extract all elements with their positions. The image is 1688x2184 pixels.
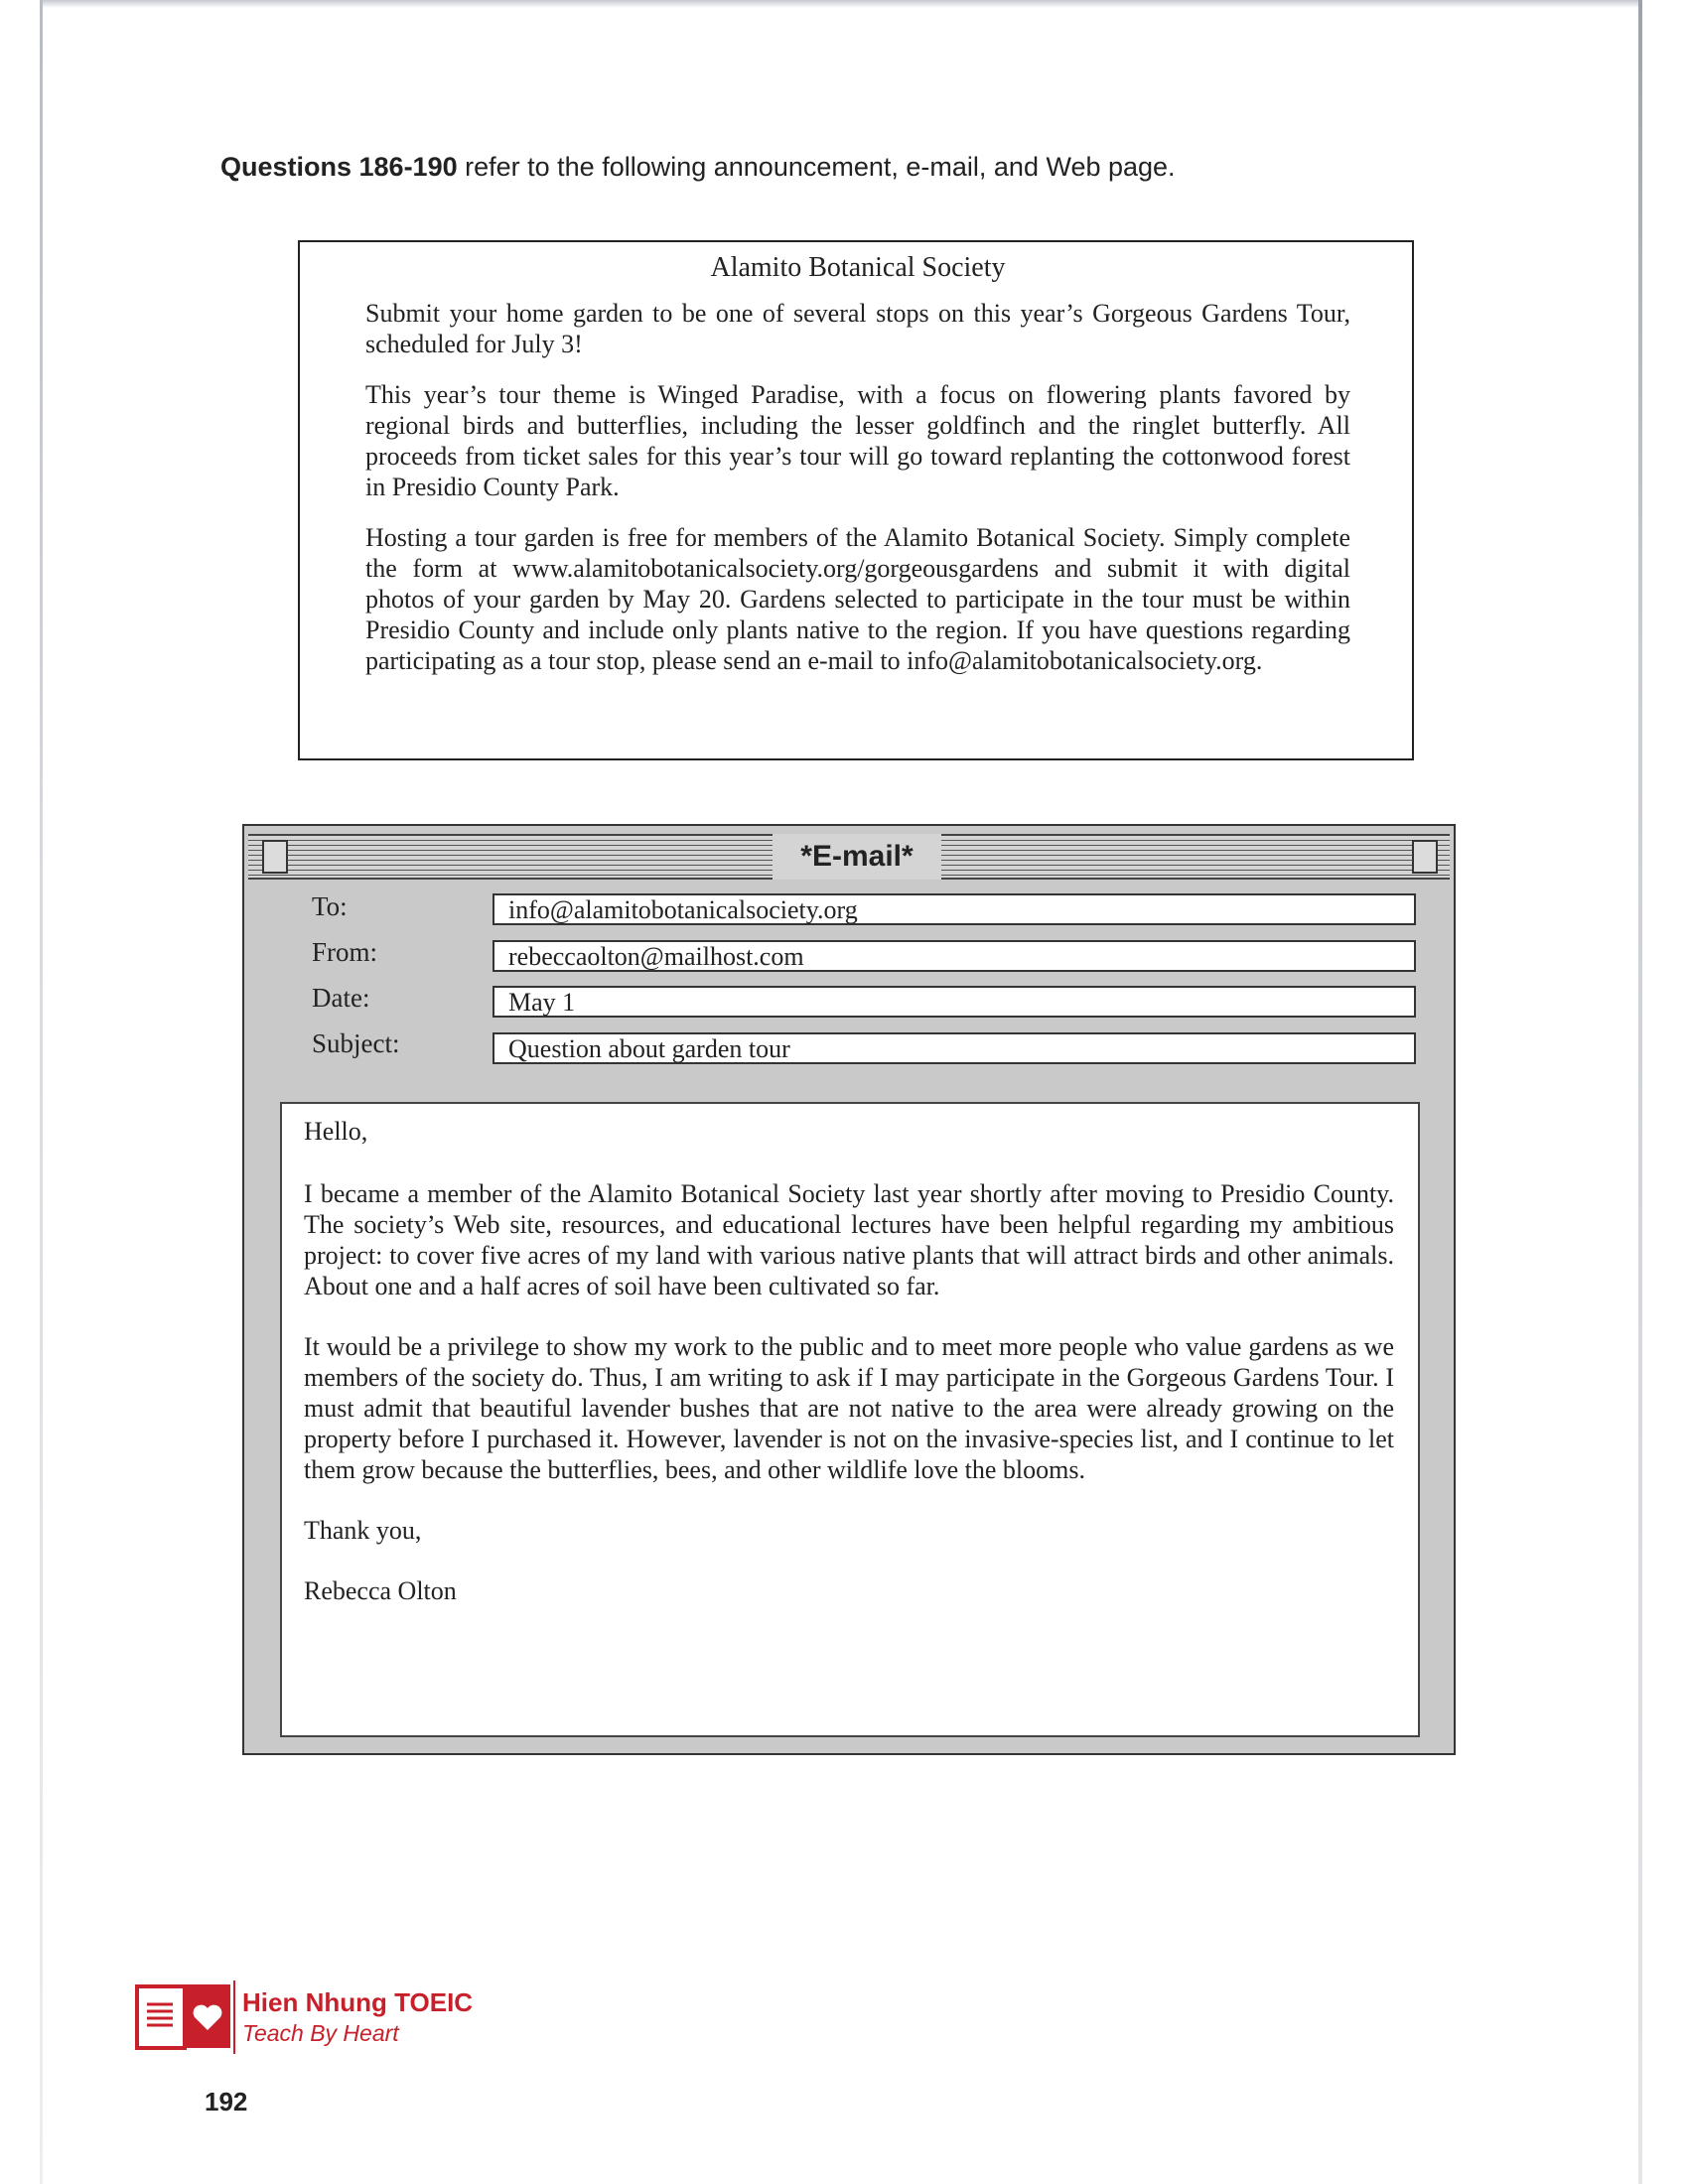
announcement-paragraph: Hosting a tour garden is free for members of the Alamito Botanical Society. Simply complete the form at www.alamitobotanicalsociety.org/gorgeousgardens and submit it with digital photos of your garden by May 20. Gardens selected to participate in the tour must be within Presidio County and include only plants native to the region. If you have questions regarding participating as a tour stop, please send an e-mail to info@alamitobotanicalsociety.org.: [365, 523, 1350, 675]
scan-top-edge: [40, 0, 1642, 8]
date-field[interactable]: May 1: [492, 986, 1416, 1018]
email-body[interactable]: [280, 1102, 1420, 1737]
scan-right-edge: [1638, 0, 1642, 2184]
email-paragraph: I became a member of the Alamito Botanical Society last year shortly after moving to Presidio County. The society’s Web site, resources, and educational lectures have been helpful regarding my ambitious project: to cover five acres of my land with various native plants that will attract birds and other animals. About one and a half acres of soil have been cultivated so far.: [304, 1179, 1394, 1300]
from-label: From:: [312, 937, 378, 967]
date-label: Date:: [312, 983, 370, 1013]
announcement-title: Alamito Botanical Society: [710, 252, 1006, 283]
email-title-bar: [248, 834, 1450, 880]
subject-label: Subject:: [312, 1028, 400, 1058]
email-greeting: Hello,: [304, 1117, 368, 1146]
to-field[interactable]: info@alamitobotanicalsociety.org: [492, 893, 1416, 925]
question-intro: [220, 152, 1511, 183]
from-field[interactable]: rebeccaolton@mailhost.com: [492, 940, 1416, 972]
book-heart-logo-icon: [133, 1980, 236, 2054]
question-range: Questions 186-190: [220, 152, 458, 182]
email-closing: Thank you,: [304, 1516, 422, 1545]
brand-block: [242, 1987, 473, 2047]
brand-name: Hien Nhung TOEIC: [242, 1987, 474, 2017]
announcement-paragraph: This year’s tour theme is Winged Paradise, with a focus on flowering plants favored by regional birds and butterflies, including the lesser goldfinch and the ringlet butterfly. All proceeds from ticket sales for this year’s tour will go toward replanting the cottonwood forest in Presidio County Park.: [365, 380, 1350, 501]
question-intro-text: refer to the following announcement, e-mail, and Web page.: [457, 152, 1176, 182]
to-label: To:: [312, 891, 348, 921]
announcement-box: [298, 240, 1414, 760]
email-paragraph: It would be a privilege to show my work to the public and to meet more people who value gardens as we members of the society do. Thus, I am writing to ask if I may participate in the Gorgeous Gardens Tour. I must admit that beautiful lavender bushes that are not native to the area were already growing on the property before I purchased it. However, lavender is not on the invasive-species list, and I continue to let them grow because the butterflies, bees, and other wildlife love the blooms.: [304, 1332, 1394, 1484]
email-signature: Rebecca Olton: [304, 1576, 457, 1605]
email-window-title: *E-mail*: [773, 834, 941, 880]
page-number: 192: [205, 2087, 248, 2116]
email-window: [242, 824, 1456, 1755]
scan-left-edge: [40, 0, 43, 2184]
announcement-paragraph: Submit your home garden to be one of several stops on this year’s Gorgeous Gardens Tour, scheduled for July 3!: [365, 299, 1350, 358]
subject-field[interactable]: Question about garden tour: [492, 1032, 1416, 1064]
close-box-icon[interactable]: [262, 840, 288, 874]
brand-tagline: Teach By Heart: [242, 2020, 399, 2046]
zoom-box-icon[interactable]: [1412, 840, 1438, 874]
